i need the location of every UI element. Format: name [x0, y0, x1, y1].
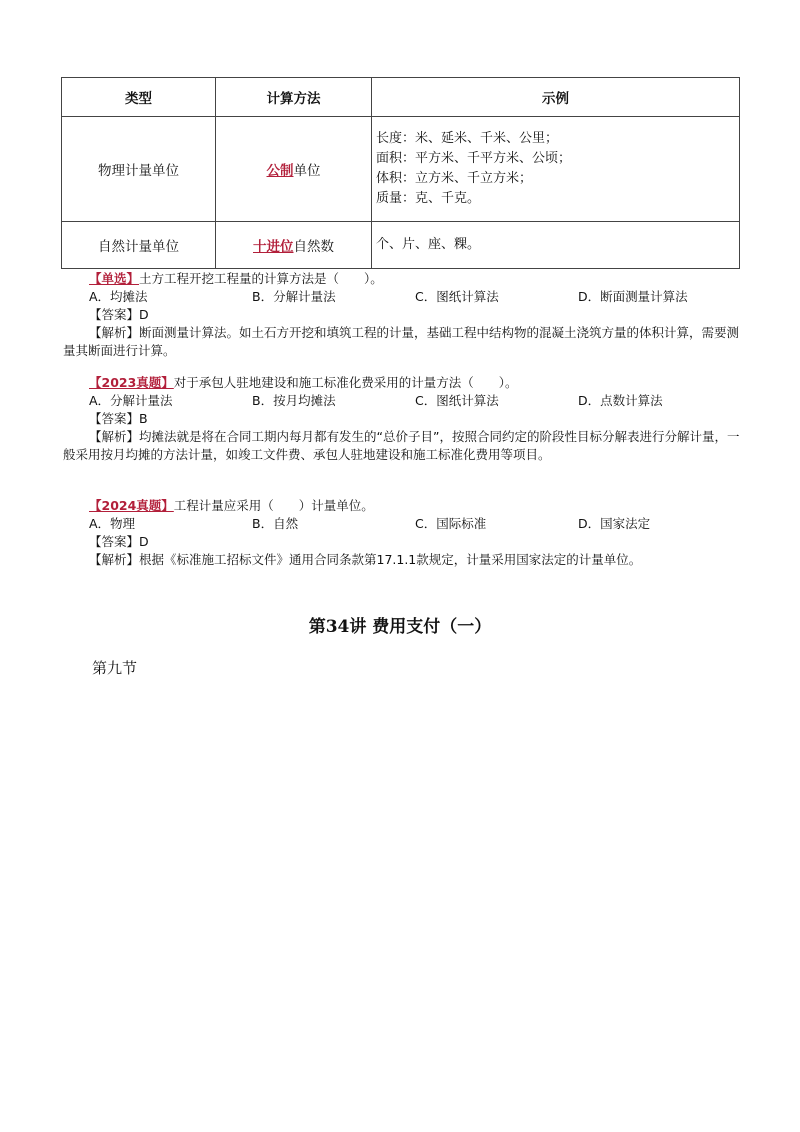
- example-line: 个、片、座、粿。: [376, 237, 481, 252]
- question-stem: [63, 374, 743, 392]
- header-example: 示例: [372, 78, 740, 117]
- question-text: 对于承包人驻地建设和施工标准化费采用的计量方法（ ）。: [173, 375, 518, 390]
- question-block: [63, 270, 743, 360]
- cell-method: [216, 117, 372, 222]
- option: A．均摊法: [89, 289, 148, 304]
- answer-line: 【答案】D: [89, 307, 149, 322]
- option-list: [63, 288, 743, 306]
- question-stem: [63, 270, 743, 288]
- question-block: [63, 374, 743, 464]
- method-highlight: 公制: [266, 163, 294, 179]
- method-highlight: 十进位: [253, 239, 294, 255]
- option: B．按月均摊法: [252, 393, 336, 408]
- option: A．分解计量法: [89, 393, 173, 408]
- option: C．国际标准: [415, 516, 487, 531]
- analysis-text: 【解析】均摊法就是将在合同工期内每月都有发生的“总价子目”，按照合同约定的阶段性目标分解表进行分解计量，一般采用按月均摊的方法计量，如竣工文件费、承包人驻地建设和施工标准化费用等项目。: [63, 429, 740, 462]
- section-title: 第九节: [92, 659, 138, 677]
- question-tag: 【2023真题】: [89, 375, 174, 390]
- header-method: 计算方法: [216, 78, 372, 117]
- option: D．点数计算法: [578, 393, 663, 408]
- option: D．断面测量计算法: [578, 289, 688, 304]
- question-text: 土方工程开挖工程量的计算方法是（ ）。: [139, 271, 383, 286]
- question-block: [63, 497, 743, 569]
- cell-examples: [372, 117, 740, 222]
- example-line: 质量：克、千克。: [376, 191, 481, 206]
- cell-method: [216, 222, 372, 269]
- option: D．国家法定: [578, 516, 651, 531]
- option: C．图纸计算法: [415, 289, 499, 304]
- header-type: 类型: [62, 78, 216, 117]
- example-line: 长度：米、延米、千米、公里；: [376, 131, 559, 146]
- cell-examples: [372, 222, 740, 269]
- question-tag: 【2024真题】: [89, 498, 174, 513]
- option: A．物理: [89, 516, 136, 531]
- option: B．自然: [252, 516, 299, 531]
- cell-type: 物理计量单位: [62, 117, 216, 222]
- table-row: [62, 117, 740, 222]
- cell-type: 自然计量单位: [62, 222, 216, 269]
- example-line: 面积：平方米、千平方米、公顷；: [376, 151, 572, 166]
- answer-line: 【答案】D: [89, 534, 149, 549]
- option: B．分解计量法: [252, 289, 336, 304]
- question-tag: 【单选】: [89, 271, 140, 286]
- option-list: [63, 392, 743, 410]
- analysis-text: 【解析】根据《标准施工招标文件》通用合同条款第17.1.1款规定，计量采用国家法定的计量单位。: [89, 552, 642, 567]
- example-line: 体积：立方米、千立方米；: [376, 171, 533, 186]
- option-list: [63, 515, 743, 533]
- method-rest: 单位: [293, 163, 321, 179]
- lecture-title: 第34讲 费用支付（一）: [308, 617, 492, 637]
- question-stem: [63, 497, 743, 515]
- question-text: 工程计量应采用（ ）计量单位。: [173, 498, 374, 513]
- analysis-text: 【解析】断面测量计算法。如土石方开挖和填筑工程的计量，基础工程中结构物的混凝土浇筑方量的体积计算，需要测量其断面进行计算。: [63, 325, 740, 358]
- answer-line: 【答案】B: [89, 411, 148, 426]
- table-header-row: [62, 78, 740, 117]
- table-row: [62, 222, 740, 269]
- option: C．图纸计算法: [415, 393, 499, 408]
- method-rest: 自然数: [293, 239, 334, 255]
- measurement-unit-table: [61, 77, 740, 269]
